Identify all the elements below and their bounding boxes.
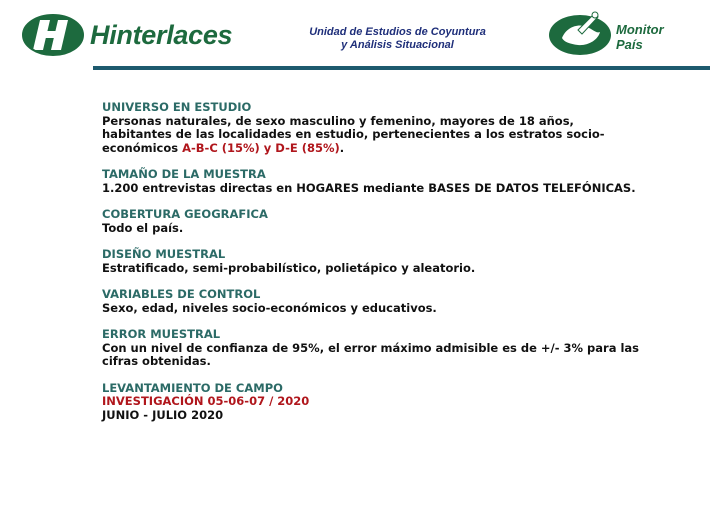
section-title: LEVANTAMIENTO DE CAMPO [102, 380, 283, 395]
section-title: UNIVERSO EN ESTUDIO [102, 100, 252, 114]
section-error [102, 328, 642, 369]
section-body: Todo el país. [102, 220, 184, 235]
section-body [102, 115, 642, 156]
section-title: COBERTURA GEOGRAFICA [102, 207, 268, 221]
monitor-pais-emblem-icon [548, 8, 614, 56]
section-variables [102, 288, 642, 315]
methodology-content [102, 101, 642, 435]
investigation-id: INVESTIGACIÓN 05-06-07 / 2020 [102, 394, 310, 408]
section-body: 1.200 entrevistas directas en HOGARES mediante BASES DE DATOS TELEFÓNICAS. [102, 180, 636, 195]
section-body: Con un nivel de confianza de 95%, el error máximo admisible es de +/- 3% para las cifras obtenidas. [102, 340, 640, 368]
section-body: Sexo, edad, niveles socio-económicos y educativos. [102, 300, 437, 315]
monitor-pais-logo [548, 8, 688, 58]
hinterlaces-h-icon [22, 14, 84, 56]
monitor-text: Monitor [616, 22, 664, 37]
unit-title [295, 26, 500, 52]
universo-text: Personas naturales, de sexo masculino y femenino, mayores de 18 años, habitantes de las localidades en estudio, pertenecientes a los estratos socio-económicos [102, 113, 605, 155]
section-body: Estratificado, semi-probabilístico, polietápico y aleatorio. [102, 260, 476, 275]
section-title: ERROR MUESTRAL [102, 327, 221, 341]
section-levantamiento [102, 382, 642, 423]
section-cobertura [102, 208, 642, 235]
pais-text: País [616, 37, 643, 52]
unit-title-line1: Unidad de Estudios de Coyuntura [309, 26, 486, 38]
brand-name: Hinterlaces [90, 19, 233, 50]
fieldwork-period: JUNIO - JULIO 2020 [102, 407, 224, 422]
section-title: DISEÑO MUESTRAL [102, 247, 226, 261]
unit-title-line2: y Análisis Situacional [341, 39, 454, 51]
section-muestra [102, 168, 642, 195]
section-title: TAMAÑO DE LA MUESTRA [102, 167, 266, 181]
header [0, 0, 710, 70]
header-divider [93, 66, 710, 70]
section-title: VARIABLES DE CONTROL [102, 287, 261, 301]
section-diseno [102, 248, 642, 275]
strata-highlight: A-B-C (15%) y D-E (85%) [182, 140, 340, 155]
hinterlaces-logo [22, 14, 232, 56]
universo-tail: . [339, 140, 345, 155]
monitor-pais-text [616, 22, 664, 52]
section-universo [102, 101, 642, 155]
